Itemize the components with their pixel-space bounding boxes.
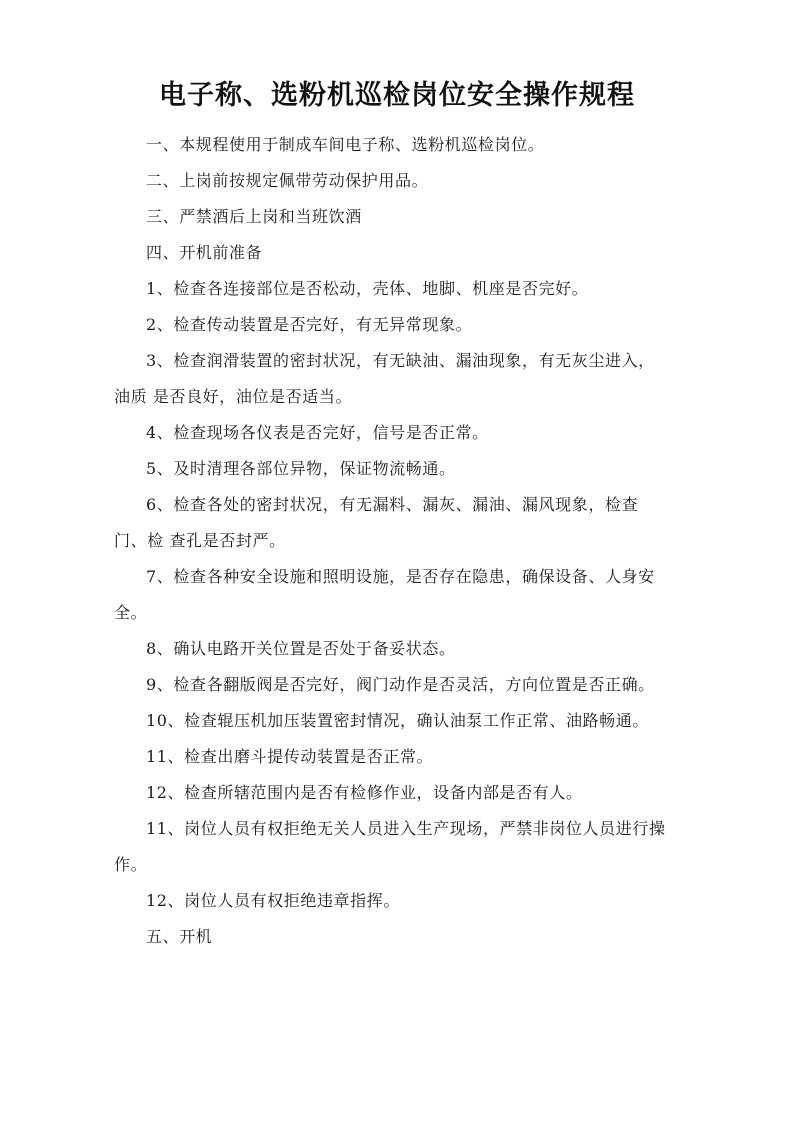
paragraph-3: 三、严禁酒后上岗和当班饮酒 bbox=[146, 207, 362, 226]
checklist-item-11: 11、检查出磨斗提传动装置是否正常。 bbox=[146, 747, 434, 766]
checklist-item-8: 8、确认电路开关位置是否处于备妥状态。 bbox=[146, 639, 456, 658]
document-body bbox=[114, 127, 670, 955]
paragraph-1: 一、本规程使用于制成车间电子称、选粉机巡检岗位。 bbox=[146, 135, 545, 154]
checklist-item-2: 2、检查传动装置是否完好，有无异常现象。 bbox=[146, 315, 473, 334]
checklist-item-12-b: 12、岗位人员有权拒绝违章指挥。 bbox=[146, 891, 400, 910]
checklist-item-12: 12、检查所辖范围内是否有检修作业，设备内部是否有人。 bbox=[146, 783, 583, 802]
paragraph-2: 二、上岗前按规定佩带劳动保护用品。 bbox=[146, 171, 429, 190]
checklist-item-3: 3、检查润滑装置的密封状况，有无缺油、漏油现象，有无灰尘进入，油质 是否良好，油位是否适当。 bbox=[114, 351, 655, 406]
checklist-item-6: 6、检查各处的密封状况，有无漏料、漏灰、漏油、漏风现象，检查门、检 查孔是否封严。 bbox=[114, 495, 639, 550]
checklist-item-5: 5、及时清理各部位异物，保证物流畅通。 bbox=[146, 459, 456, 478]
document-title: 电子称、选粉机巡检岗位安全操作规程 bbox=[159, 80, 635, 111]
checklist-item-1: 1、检查各连接部位是否松动，壳体、地脚、机座是否完好。 bbox=[146, 279, 589, 298]
section-heading-start: 五、开机 bbox=[146, 927, 213, 946]
checklist-item-10: 10、检查辊压机加压装置密封情况，确认油泵工作正常、油路畅通。 bbox=[146, 711, 649, 730]
checklist-item-11-b: 11、岗位人员有权拒绝无关人员进入生产现场，严禁非岗位人员进行操作。 bbox=[114, 819, 666, 874]
checklist-item-9: 9、检查各翻版阀是否完好，阀门动作是否灵活，方向位置是否正确。 bbox=[146, 675, 655, 694]
section-heading-pre-start: 四、开机前准备 bbox=[146, 243, 263, 262]
checklist-item-7: 7、检查各种安全设施和照明设施，是否存在隐患，确保设备、人身安全。 bbox=[114, 567, 655, 622]
checklist-item-4: 4、检查现场各仪表是否完好，信号是否正常。 bbox=[146, 423, 489, 442]
